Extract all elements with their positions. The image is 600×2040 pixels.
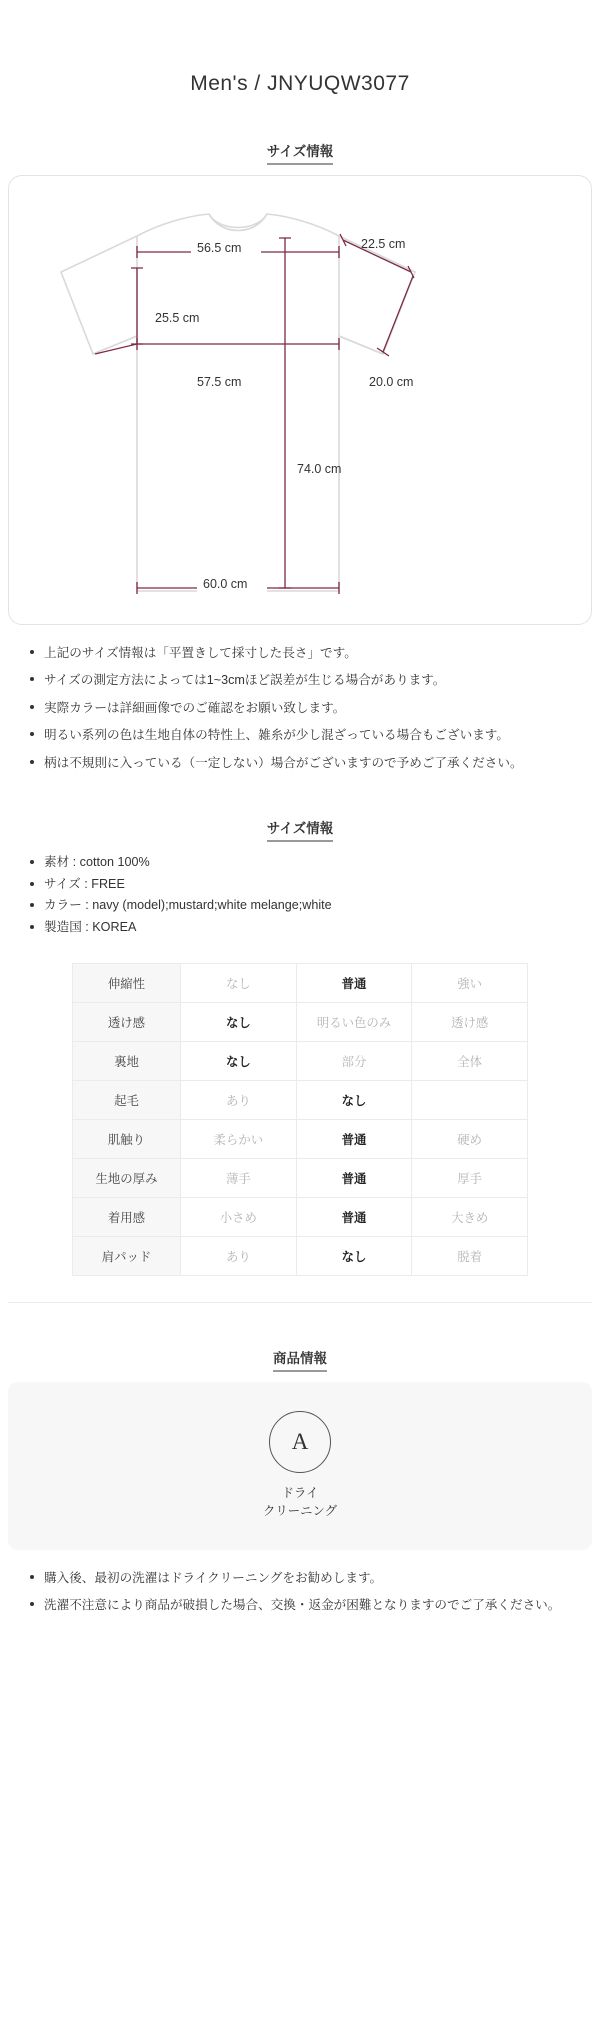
dry-clean-symbol: A — [291, 1428, 309, 1454]
list-item: 素材 : cotton 100% — [30, 852, 578, 874]
page-title: Men's / JNYUQW3077 — [190, 72, 410, 95]
attr-label: 肩パッド — [73, 1236, 181, 1275]
product-info-heading — [0, 1347, 600, 1368]
attr-option: 普通 — [296, 1158, 412, 1197]
care-label-line1: ドライ — [281, 1485, 319, 1500]
care-instruction-box — [8, 1382, 592, 1550]
attr-option: 硬め — [412, 1119, 528, 1158]
list-item: カラー : navy (model);mustard;white melange;white — [30, 895, 578, 917]
list-item: 購入後、最初の洗濯はドライクリーニングをお勧めします。 — [30, 1568, 578, 1588]
list-item: 製造国 : KOREA — [30, 917, 578, 939]
size-notes-list — [0, 643, 600, 773]
attr-option: 強い — [412, 963, 528, 1002]
attr-option: 普通 — [296, 1197, 412, 1236]
table-row — [73, 1158, 528, 1197]
attr-option: なし — [181, 1041, 297, 1080]
attr-label: 肌触り — [73, 1119, 181, 1158]
spec-heading-text: サイズ情報 — [267, 821, 333, 842]
list-item: 実際カラーは詳細画像でのご確認をお願い致します。 — [30, 698, 578, 718]
spec-list — [0, 852, 600, 939]
list-item: 明るい系列の色は生地自体の特性上、雑糸が少し混ざっている場合もございます。 — [30, 725, 578, 745]
table-row — [73, 1236, 528, 1275]
care-notes-list — [0, 1568, 600, 1616]
table-row — [73, 1119, 528, 1158]
list-item: 上記のサイズ情報は「平置きして採寸した長さ」です。 — [30, 643, 578, 663]
size-info-heading — [0, 140, 600, 161]
attr-option: なし — [181, 963, 297, 1002]
attr-option: 全体 — [412, 1041, 528, 1080]
care-label-line2: クリーニング — [262, 1503, 338, 1518]
attr-option: 大きめ — [412, 1197, 528, 1236]
label-sleeve-width: 25.5 cm — [155, 311, 200, 325]
label-sleeve-length: 22.5 cm — [361, 237, 406, 251]
attr-option: あり — [181, 1080, 297, 1119]
attr-option: 普通 — [296, 1119, 412, 1158]
product-info-heading-text: 商品情報 — [273, 1351, 327, 1372]
attr-option: 透け感 — [412, 1002, 528, 1041]
spec-heading — [0, 817, 600, 838]
attr-option: なし — [296, 1080, 412, 1119]
attr-option: 柔らかい — [181, 1119, 297, 1158]
table-row — [73, 1080, 528, 1119]
measurement-labels — [151, 237, 413, 592]
attr-option: 普通 — [296, 963, 412, 1002]
attr-option: なし — [296, 1236, 412, 1275]
list-item: 柄は不規則に入っている（一定しない）場合がございますので予めご了承ください。 — [30, 753, 578, 773]
attr-option: 厚手 — [412, 1158, 528, 1197]
garment-outline — [61, 214, 415, 591]
size-diagram-svg — [9, 176, 592, 625]
size-diagram — [8, 175, 592, 625]
attr-option: なし — [181, 1002, 297, 1041]
attr-option: 明るい色のみ — [296, 1002, 412, 1041]
attr-label: 伸縮性 — [73, 963, 181, 1002]
list-item: サイズ : FREE — [30, 874, 578, 896]
label-sleeve-opening: 20.0 cm — [369, 375, 414, 389]
label-chest: 57.5 cm — [197, 375, 242, 389]
attr-label: 着用感 — [73, 1197, 181, 1236]
attr-label: 透け感 — [73, 1002, 181, 1041]
attr-option: あり — [181, 1236, 297, 1275]
dry-clean-icon — [269, 1411, 331, 1473]
table-row — [73, 963, 528, 1002]
table-row — [73, 1197, 528, 1236]
attr-option: 部分 — [296, 1041, 412, 1080]
divider — [8, 1302, 592, 1303]
measurement-lines — [95, 234, 414, 594]
attributes-table — [72, 963, 528, 1276]
list-item: 洗濯不注意により商品が破損した場合、交換・返金が困難となりますのでご了承ください。 — [30, 1595, 578, 1615]
label-shoulder: 56.5 cm — [197, 241, 242, 255]
table-row — [73, 1041, 528, 1080]
care-label — [263, 1485, 337, 1521]
table-row — [73, 1002, 528, 1041]
attr-label: 生地の厚み — [73, 1158, 181, 1197]
list-item: サイズの測定方法によっては1~3cmほど誤差が生じる場合があります。 — [30, 670, 578, 690]
size-info-heading-text: サイズ情報 — [267, 144, 333, 165]
attr-label: 起毛 — [73, 1080, 181, 1119]
label-hem: 60.0 cm — [203, 577, 248, 591]
attr-label: 裏地 — [73, 1041, 181, 1080]
attr-option: 小さめ — [181, 1197, 297, 1236]
attr-option: 脱着 — [412, 1236, 528, 1275]
label-total-length: 74.0 cm — [297, 462, 342, 476]
attr-option: 薄手 — [181, 1158, 297, 1197]
attr-option — [412, 1080, 528, 1119]
